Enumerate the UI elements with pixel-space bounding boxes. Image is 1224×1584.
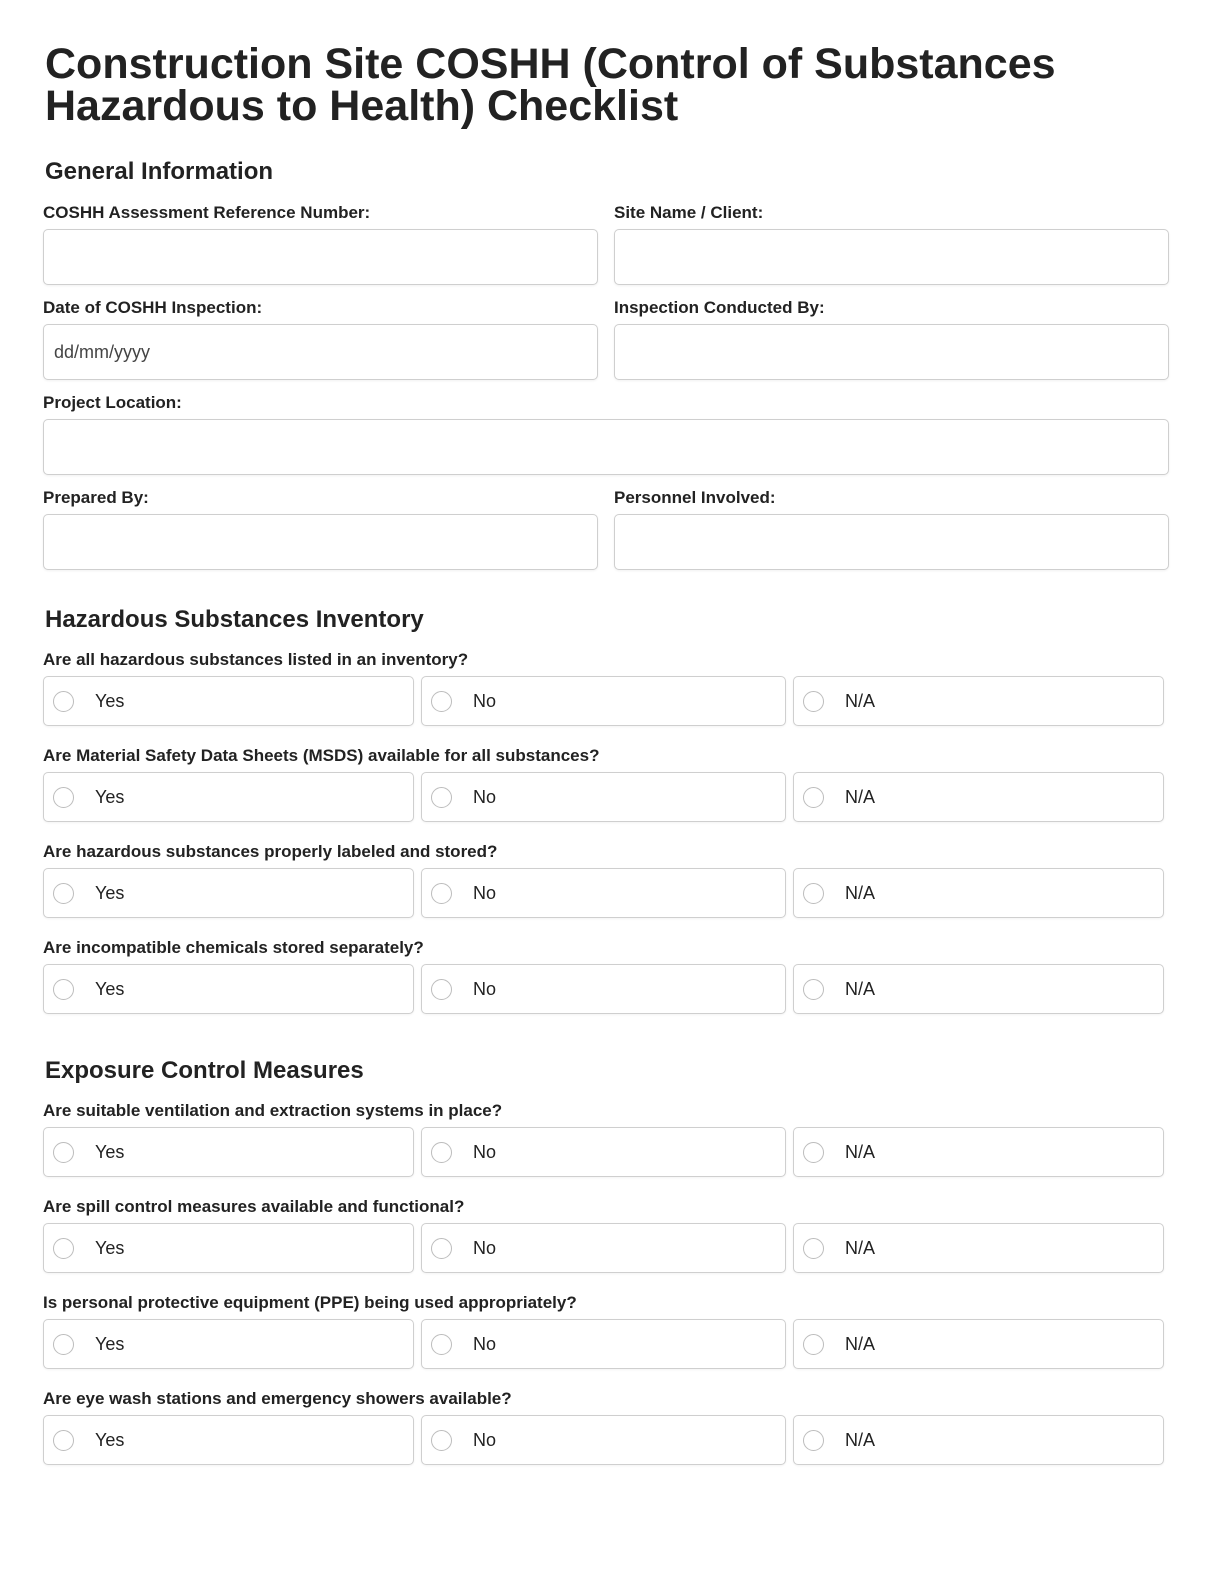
radio-circle-icon[interactable]: [431, 1238, 452, 1259]
option-yes[interactable]: [43, 1415, 414, 1465]
field-site-name: [614, 203, 1169, 285]
option-label: No: [473, 978, 497, 999]
answer-options: [43, 676, 1163, 726]
question-label: Are incompatible chemicals stored separately?: [43, 938, 424, 957]
prepared-by-label: Prepared By:: [43, 488, 149, 507]
option-no[interactable]: [421, 1223, 786, 1273]
general-row-2: [43, 298, 1169, 380]
answer-options: [43, 1319, 1163, 1369]
section-exposure-control-measures: Exposure Control Measures: [45, 1057, 364, 1084]
option-label: Yes: [95, 690, 125, 711]
option-na[interactable]: [793, 868, 1164, 918]
radio-circle-icon[interactable]: [53, 1430, 74, 1451]
answer-options: [43, 1127, 1163, 1177]
option-yes[interactable]: [43, 1127, 414, 1177]
section-hazardous-substances-inventory: Hazardous Substances Inventory: [45, 606, 424, 633]
option-label: No: [473, 690, 497, 711]
site-name-label: Site Name / Client:: [614, 203, 764, 222]
option-label: No: [473, 1333, 497, 1354]
answer-options: [43, 1415, 1163, 1465]
option-yes[interactable]: [43, 676, 414, 726]
option-label: Yes: [95, 882, 125, 903]
option-yes[interactable]: [43, 1319, 414, 1369]
question-label: Are all hazardous substances listed in an inventory?: [43, 650, 469, 669]
option-label: Yes: [95, 1237, 125, 1258]
radio-circle-icon[interactable]: [803, 691, 824, 712]
field-reference-number: [43, 203, 598, 285]
option-label: Yes: [95, 978, 125, 999]
general-row-4: [43, 488, 1169, 570]
inspection-date-input[interactable]: [43, 324, 598, 380]
option-label: N/A: [845, 690, 876, 711]
option-na[interactable]: [793, 1415, 1164, 1465]
option-na[interactable]: [793, 772, 1164, 822]
project-location-input[interactable]: [43, 419, 1169, 475]
project-location-label: Project Location:: [43, 393, 182, 412]
option-na[interactable]: [793, 1223, 1164, 1273]
reference-number-label: COSHH Assessment Reference Number:: [43, 203, 371, 222]
radio-circle-icon[interactable]: [803, 1238, 824, 1259]
question-inventory-2: [43, 746, 1168, 822]
question-label: Are Material Safety Data Sheets (MSDS) available for all substances?: [43, 746, 600, 765]
option-yes[interactable]: [43, 772, 414, 822]
option-label: N/A: [845, 1429, 876, 1450]
question-exposure-3: [43, 1293, 1168, 1369]
option-no[interactable]: [421, 1127, 786, 1177]
radio-circle-icon[interactable]: [431, 1142, 452, 1163]
question-label: Are eye wash stations and emergency showers available?: [43, 1389, 512, 1408]
question-inventory-4: [43, 938, 1168, 1014]
option-yes[interactable]: [43, 868, 414, 918]
form-title: Construction Site COSHH (Control of Substances Hazardous to Health) Checklist: [45, 40, 1056, 130]
option-label: No: [473, 1237, 497, 1258]
personnel-input[interactable]: [614, 514, 1169, 570]
radio-circle-icon[interactable]: [431, 787, 452, 808]
general-row-3: [43, 393, 1169, 475]
radio-circle-icon[interactable]: [53, 787, 74, 808]
question-label: Are spill control measures available and functional?: [43, 1197, 465, 1216]
option-na[interactable]: [793, 1127, 1164, 1177]
option-na[interactable]: [793, 676, 1164, 726]
inspection-date-label: Date of COSHH Inspection:: [43, 298, 263, 317]
option-label: N/A: [845, 978, 876, 999]
option-label: Yes: [95, 1333, 125, 1354]
option-no[interactable]: [421, 1319, 786, 1369]
question-inventory-1: [43, 650, 1168, 726]
question-label: Is personal protective equipment (PPE) being used appropriately?: [43, 1293, 577, 1312]
option-na[interactable]: [793, 964, 1164, 1014]
answer-options: [43, 1223, 1163, 1273]
question-exposure-4: [43, 1389, 1168, 1465]
option-label: N/A: [845, 1333, 876, 1354]
option-no[interactable]: [421, 964, 786, 1014]
option-no[interactable]: [421, 868, 786, 918]
answer-options: [43, 772, 1163, 822]
radio-circle-icon[interactable]: [803, 883, 824, 904]
radio-circle-icon[interactable]: [53, 1142, 74, 1163]
answer-options: [43, 868, 1163, 918]
site-name-input[interactable]: [614, 229, 1169, 285]
option-label: No: [473, 786, 497, 807]
radio-circle-icon[interactable]: [431, 1430, 452, 1451]
field-inspection-date: [43, 298, 598, 380]
option-label: Yes: [95, 786, 125, 807]
option-label: N/A: [845, 882, 876, 903]
option-na[interactable]: [793, 1319, 1164, 1369]
radio-circle-icon[interactable]: [431, 1334, 452, 1355]
question-label: Are suitable ventilation and extraction systems in place?: [43, 1101, 503, 1120]
field-inspector: [614, 298, 1169, 380]
option-yes[interactable]: [43, 964, 414, 1014]
field-prepared-by: [43, 488, 598, 570]
reference-number-input[interactable]: [43, 229, 598, 285]
field-project-location: [43, 393, 1169, 475]
radio-circle-icon[interactable]: [431, 979, 452, 1000]
radio-circle-icon[interactable]: [53, 691, 74, 712]
radio-circle-icon[interactable]: [53, 1334, 74, 1355]
question-exposure-1: [43, 1101, 1168, 1177]
question-exposure-2: [43, 1197, 1168, 1273]
prepared-by-input[interactable]: [43, 514, 598, 570]
radio-circle-icon[interactable]: [53, 883, 74, 904]
option-label: Yes: [95, 1429, 125, 1450]
general-row-1: [43, 203, 1169, 285]
option-label: No: [473, 1141, 497, 1162]
radio-circle-icon[interactable]: [53, 979, 74, 1000]
radio-circle-icon[interactable]: [803, 787, 824, 808]
option-label: Yes: [95, 1141, 125, 1162]
radio-circle-icon[interactable]: [803, 1334, 824, 1355]
option-no[interactable]: [421, 772, 786, 822]
inspector-input[interactable]: [614, 324, 1169, 380]
radio-circle-icon[interactable]: [53, 1238, 74, 1259]
radio-circle-icon[interactable]: [431, 883, 452, 904]
inspector-label: Inspection Conducted By:: [614, 298, 825, 317]
section-general-information: General Information: [45, 158, 274, 185]
option-yes[interactable]: [43, 1223, 414, 1273]
option-no[interactable]: [421, 1415, 786, 1465]
radio-circle-icon[interactable]: [431, 691, 452, 712]
field-personnel: [614, 488, 1169, 570]
question-inventory-3: [43, 842, 1168, 918]
option-label: N/A: [845, 786, 876, 807]
option-label: No: [473, 882, 497, 903]
radio-circle-icon[interactable]: [803, 1142, 824, 1163]
radio-circle-icon[interactable]: [803, 1430, 824, 1451]
personnel-label: Personnel Involved:: [614, 488, 776, 507]
option-label: N/A: [845, 1237, 876, 1258]
radio-circle-icon[interactable]: [803, 979, 824, 1000]
question-label: Are hazardous substances properly labeled and stored?: [43, 842, 498, 861]
option-label: No: [473, 1429, 497, 1450]
option-label: N/A: [845, 1141, 876, 1162]
answer-options: [43, 964, 1163, 1014]
option-no[interactable]: [421, 676, 786, 726]
